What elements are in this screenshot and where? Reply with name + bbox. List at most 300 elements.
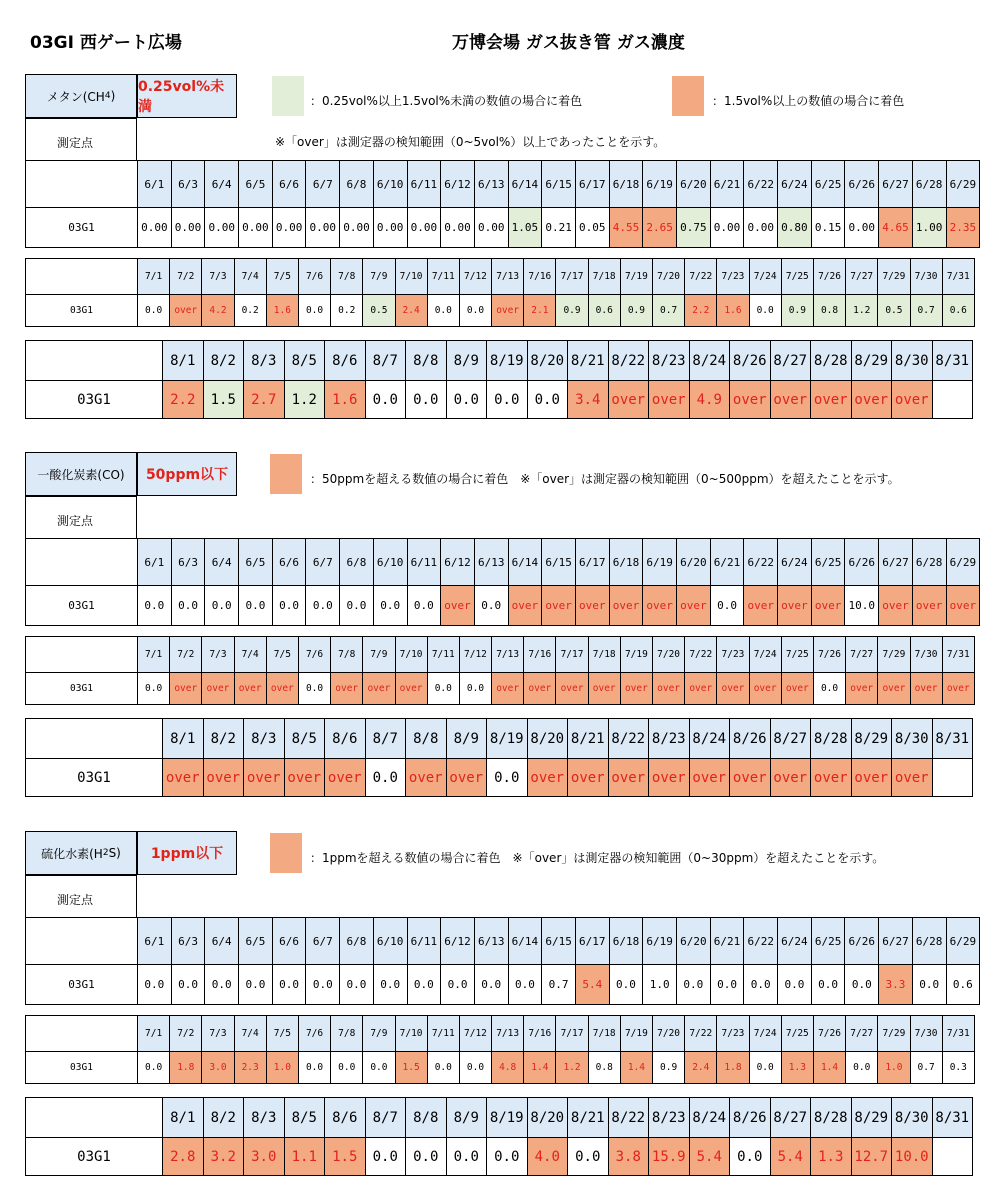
value-cell: 10.0 <box>892 1138 933 1176</box>
value-cell: 4.0 <box>527 1138 568 1176</box>
date-header-cell: 6/19 <box>643 918 677 965</box>
value-cell: 4.2 <box>202 295 234 327</box>
date-header-cell: 7/12 <box>459 637 491 673</box>
july-table <box>25 258 975 327</box>
date-header-cell: 6/24 <box>778 161 812 208</box>
value-cell: over <box>846 673 878 705</box>
value-cell: 0.0 <box>171 586 205 626</box>
gas-name: 硫化水素(H <box>41 846 103 861</box>
value-cell: 1.5 <box>203 381 244 419</box>
value-cell: 0.00 <box>441 208 475 248</box>
date-header-cell: 7/25 <box>781 1016 813 1052</box>
value-cell: over <box>203 759 244 797</box>
date-header-cell: 6/18 <box>609 161 643 208</box>
date-header-cell: 7/1 <box>138 259 170 295</box>
date-header-cell: 8/27 <box>770 341 811 381</box>
date-header-cell: 7/8 <box>331 637 363 673</box>
date-header-cell: 7/12 <box>459 1016 491 1052</box>
value-row <box>26 1052 975 1084</box>
date-header-cell: 7/10 <box>395 259 427 295</box>
value-cell: 0.0 <box>406 1138 447 1176</box>
date-header-row <box>26 1098 973 1138</box>
date-header-cell: 8/23 <box>649 719 690 759</box>
date-header-cell: 6/6 <box>272 539 306 586</box>
date-header-cell: 7/6 <box>298 1016 330 1052</box>
value-cell: 1.6 <box>717 295 749 327</box>
date-header-cell: 7/2 <box>170 1016 202 1052</box>
value-cell: 0.0 <box>298 295 330 327</box>
date-header-cell: 8/8 <box>406 719 447 759</box>
date-header-cell: 7/5 <box>266 1016 298 1052</box>
value-cell: over <box>331 673 363 705</box>
value-cell: 4.8 <box>492 1052 524 1084</box>
value-cell: over <box>744 586 778 626</box>
value-cell: over <box>910 673 942 705</box>
date-header-cell: 7/20 <box>653 259 685 295</box>
date-header-cell: 8/30 <box>892 1098 933 1138</box>
july-table <box>25 1015 975 1084</box>
value-cell: 0.0 <box>171 965 205 1005</box>
value-cell: over <box>749 673 781 705</box>
date-header-cell: 8/30 <box>892 341 933 381</box>
date-header-cell: 7/20 <box>653 637 685 673</box>
date-header-cell: 6/24 <box>778 918 812 965</box>
value-cell: 2.4 <box>685 1052 717 1084</box>
value-cell: 4.65 <box>879 208 913 248</box>
site-name: 03GⅠ 西ゲート広場 <box>30 33 182 53</box>
value-cell: 1.05 <box>508 208 542 248</box>
date-header-cell: 8/23 <box>649 1098 690 1138</box>
date-header-cell: 7/30 <box>910 259 942 295</box>
value-cell: 0.0 <box>710 965 744 1005</box>
june-table <box>25 538 980 626</box>
value-cell: 0.0 <box>373 586 407 626</box>
value-cell: 0.0 <box>749 295 781 327</box>
legend-text-1: ：1ppmを超える数値の場合に着色 ※「over」は測定器の検知範囲（0~30ppm）を超えたことを示す。 <box>310 851 885 865</box>
value-cell: 0.9 <box>781 295 813 327</box>
value-cell: 0.00 <box>205 208 239 248</box>
date-header-cell: 6/25 <box>811 161 845 208</box>
value-cell: 0.0 <box>365 759 406 797</box>
value-cell: 0.80 <box>778 208 812 248</box>
date-header-cell: 6/11 <box>407 539 441 586</box>
value-cell: 0.00 <box>306 208 340 248</box>
date-header-cell: 8/9 <box>446 719 487 759</box>
value-cell: over <box>892 381 933 419</box>
value-cell: 0.9 <box>556 295 588 327</box>
date-header-cell: 7/29 <box>878 637 910 673</box>
date-header-cell: 7/30 <box>910 637 942 673</box>
date-header-row <box>26 719 973 759</box>
date-header-row <box>26 637 975 673</box>
value-cell: over <box>542 586 576 626</box>
value-cell: 3.0 <box>244 1138 285 1176</box>
date-header-cell: 8/28 <box>811 341 852 381</box>
value-cell: 3.8 <box>608 1138 649 1176</box>
date-header-cell: 6/21 <box>710 539 744 586</box>
date-header-cell: 7/24 <box>749 1016 781 1052</box>
value-cell: 1.1 <box>284 1138 325 1176</box>
date-header-cell: 7/11 <box>427 1016 459 1052</box>
date-header-cell: 8/7 <box>365 1098 406 1138</box>
june-table <box>25 160 980 248</box>
date-header-cell: 6/25 <box>811 539 845 586</box>
date-header-cell: 7/1 <box>138 1016 170 1052</box>
value-cell: over <box>441 586 475 626</box>
value-cell: 0.0 <box>331 1052 363 1084</box>
value-cell: over <box>608 381 649 419</box>
measurement-point-label: 測定点 <box>57 136 94 150</box>
value-cell: 0.0 <box>373 965 407 1005</box>
value-cell: 0.75 <box>677 208 711 248</box>
date-header-cell: 6/12 <box>441 539 475 586</box>
date-header-cell: 6/27 <box>879 539 913 586</box>
value-cell: 3.2 <box>203 1138 244 1176</box>
value-cell <box>932 381 973 419</box>
value-cell: 0.0 <box>298 1052 330 1084</box>
gas-name-box <box>25 452 137 496</box>
value-cell: over <box>643 586 677 626</box>
date-header-cell: 8/26 <box>730 341 771 381</box>
value-cell: over <box>575 586 609 626</box>
date-header-cell: 8/7 <box>365 341 406 381</box>
date-header-row <box>26 1016 975 1052</box>
value-cell: 0.00 <box>710 208 744 248</box>
value-cell <box>932 1138 973 1176</box>
date-header-cell: 6/29 <box>946 539 980 586</box>
date-header-cell: 6/13 <box>474 539 508 586</box>
date-header-cell: 8/5 <box>284 1098 325 1138</box>
value-cell: 0.0 <box>441 965 475 1005</box>
date-header-cell: 7/31 <box>942 637 974 673</box>
value-cell: 0.0 <box>407 965 441 1005</box>
date-header-cell: 6/15 <box>542 539 576 586</box>
date-header-cell: 7/13 <box>492 637 524 673</box>
value-cell: over <box>811 586 845 626</box>
value-cell: 0.0 <box>138 965 172 1005</box>
value-cell: 0.2 <box>331 295 363 327</box>
legend-swatch-orange <box>270 833 302 873</box>
value-cell: 0.00 <box>171 208 205 248</box>
date-header-row <box>26 259 975 295</box>
date-header-cell: 6/14 <box>508 161 542 208</box>
legend-swatch-orange <box>672 76 704 116</box>
value-cell: over <box>325 759 366 797</box>
value-cell: 2.1 <box>524 295 556 327</box>
date-header-cell: 6/7 <box>306 161 340 208</box>
date-header-cell: 6/10 <box>373 161 407 208</box>
value-cell: 0.15 <box>811 208 845 248</box>
date-header-cell: 7/26 <box>813 637 845 673</box>
date-header-cell: 6/5 <box>239 918 273 965</box>
date-header-cell: 7/29 <box>878 1016 910 1052</box>
date-header-cell: 6/15 <box>542 918 576 965</box>
header-corner-cell <box>26 1098 163 1138</box>
date-header-cell: 8/7 <box>365 719 406 759</box>
date-header-cell: 8/21 <box>568 719 609 759</box>
value-cell: over <box>446 759 487 797</box>
date-header-cell: 7/12 <box>459 259 491 295</box>
date-header-cell: 7/22 <box>685 1016 717 1052</box>
date-header-cell: 6/8 <box>340 918 374 965</box>
value-cell: 0.0 <box>138 295 170 327</box>
value-cell: over <box>689 759 730 797</box>
date-header-cell: 8/24 <box>689 719 730 759</box>
value-cell: 0.00 <box>138 208 172 248</box>
date-header-cell: 6/11 <box>407 161 441 208</box>
date-header-cell: 8/2 <box>203 1098 244 1138</box>
date-header-cell: 7/13 <box>492 1016 524 1052</box>
value-cell: 2.35 <box>946 208 980 248</box>
value-cell: 2.3 <box>234 1052 266 1084</box>
date-header-cell: 8/21 <box>568 1098 609 1138</box>
date-header-cell: 7/17 <box>556 637 588 673</box>
date-header-cell: 8/8 <box>406 341 447 381</box>
value-cell: 0.0 <box>427 295 459 327</box>
value-cell: 0.0 <box>730 1138 771 1176</box>
header-corner-cell <box>26 719 163 759</box>
date-header-cell: 7/18 <box>588 259 620 295</box>
value-cell: over <box>244 759 285 797</box>
value-cell: 0.0 <box>845 965 879 1005</box>
date-header-cell: 8/27 <box>770 1098 811 1138</box>
date-header-cell: 7/20 <box>653 1016 685 1052</box>
row-label-cell: 03G1 <box>26 586 138 626</box>
date-header-cell: 8/3 <box>244 1098 285 1138</box>
date-header-cell: 8/30 <box>892 719 933 759</box>
date-header-cell: 6/7 <box>306 918 340 965</box>
value-row <box>26 208 980 248</box>
value-cell: 1.2 <box>846 295 878 327</box>
value-cell: over <box>395 673 427 705</box>
value-cell: 2.7 <box>244 381 285 419</box>
value-cell: over <box>170 295 202 327</box>
value-cell: 0.0 <box>239 965 273 1005</box>
date-header-cell: 6/1 <box>138 161 172 208</box>
date-header-cell: 7/19 <box>620 1016 652 1052</box>
date-header-cell: 7/25 <box>781 259 813 295</box>
date-header-cell: 8/24 <box>689 1098 730 1138</box>
value-cell: 3.0 <box>202 1052 234 1084</box>
gas-name: 一酸化炭素(CO) <box>37 467 125 482</box>
header-corner-cell <box>26 539 138 586</box>
date-header-cell: 6/22 <box>744 918 778 965</box>
value-cell: 1.0 <box>878 1052 910 1084</box>
value-cell: 0.6 <box>588 295 620 327</box>
value-cell: 0.0 <box>459 1052 491 1084</box>
gas-name-end: ) <box>110 89 116 103</box>
value-cell: 1.5 <box>395 1052 427 1084</box>
value-cell: over <box>946 586 980 626</box>
row-label-cell: 03G1 <box>26 965 138 1005</box>
value-cell: 0.7 <box>653 295 685 327</box>
date-header-cell: 6/1 <box>138 918 172 965</box>
date-header-cell: 8/24 <box>689 341 730 381</box>
value-cell: 1.8 <box>717 1052 749 1084</box>
measurement-point-label: 測定点 <box>57 514 94 528</box>
value-cell: 0.05 <box>575 208 609 248</box>
date-header-cell: 7/10 <box>395 637 427 673</box>
header-corner-cell <box>26 637 138 673</box>
date-header-cell: 6/21 <box>710 161 744 208</box>
date-header-cell: 8/1 <box>163 1098 204 1138</box>
value-cell: 3.4 <box>568 381 609 419</box>
value-cell <box>932 759 973 797</box>
date-header-cell: 7/17 <box>556 1016 588 1052</box>
value-row <box>26 381 973 419</box>
date-header-cell: 6/5 <box>239 539 273 586</box>
date-header-cell: 6/18 <box>609 918 643 965</box>
value-cell: over <box>811 759 852 797</box>
value-cell: 0.0 <box>446 1138 487 1176</box>
date-header-cell: 6/18 <box>609 539 643 586</box>
date-header-cell: 7/27 <box>846 637 878 673</box>
value-cell: over <box>170 673 202 705</box>
date-header-cell: 7/6 <box>298 259 330 295</box>
value-cell: 0.0 <box>527 381 568 419</box>
value-cell: 0.00 <box>744 208 778 248</box>
value-cell: over <box>770 759 811 797</box>
value-cell: 0.0 <box>474 586 508 626</box>
value-cell: over <box>588 673 620 705</box>
value-cell: 0.0 <box>365 1138 406 1176</box>
row-label-cell: 03G1 <box>26 381 163 419</box>
value-row <box>26 673 975 705</box>
value-cell: 1.6 <box>325 381 366 419</box>
date-header-cell: 6/12 <box>441 161 475 208</box>
date-header-cell: 8/1 <box>163 719 204 759</box>
date-header-cell: 7/5 <box>266 259 298 295</box>
date-header-cell: 7/19 <box>620 637 652 673</box>
date-header-cell: 8/22 <box>608 341 649 381</box>
date-header-cell: 6/7 <box>306 539 340 586</box>
date-header-cell: 6/25 <box>811 918 845 965</box>
date-header-cell: 7/23 <box>717 259 749 295</box>
date-header-cell: 7/18 <box>588 637 620 673</box>
date-header-cell: 7/22 <box>685 637 717 673</box>
value-cell: 1.0 <box>643 965 677 1005</box>
value-cell: 0.0 <box>340 586 374 626</box>
date-header-cell: 8/3 <box>244 719 285 759</box>
value-cell: over <box>202 673 234 705</box>
date-header-cell: 8/28 <box>811 719 852 759</box>
date-header-cell: 7/9 <box>363 637 395 673</box>
value-cell: 0.21 <box>542 208 576 248</box>
date-header-cell: 6/27 <box>879 161 913 208</box>
date-header-cell: 6/20 <box>677 161 711 208</box>
date-header-cell: 7/8 <box>331 259 363 295</box>
value-cell: over <box>879 586 913 626</box>
value-cell: 0.0 <box>749 1052 781 1084</box>
value-cell: over <box>406 759 447 797</box>
date-header-cell: 8/6 <box>325 1098 366 1138</box>
value-cell: 1.3 <box>781 1052 813 1084</box>
value-cell: over <box>770 381 811 419</box>
date-header-cell: 6/3 <box>171 539 205 586</box>
value-cell: 0.9 <box>620 295 652 327</box>
value-cell: 4.9 <box>689 381 730 419</box>
value-row <box>26 295 975 327</box>
value-cell: 0.0 <box>568 1138 609 1176</box>
date-header-cell: 8/19 <box>487 1098 528 1138</box>
date-header-cell: 8/6 <box>325 719 366 759</box>
value-cell: 15.9 <box>649 1138 690 1176</box>
value-cell: 0.0 <box>459 295 491 327</box>
date-header-cell: 8/22 <box>608 1098 649 1138</box>
date-header-cell: 6/8 <box>340 161 374 208</box>
value-cell: 0.0 <box>272 586 306 626</box>
date-header-cell: 7/5 <box>266 637 298 673</box>
date-header-cell: 7/31 <box>942 259 974 295</box>
value-cell: over <box>492 295 524 327</box>
date-header-cell: 6/4 <box>205 918 239 965</box>
value-cell: 0.6 <box>942 295 974 327</box>
value-cell: 0.0 <box>298 673 330 705</box>
header-corner-cell <box>26 918 138 965</box>
date-header-cell: 6/13 <box>474 918 508 965</box>
date-header-cell: 7/4 <box>234 1016 266 1052</box>
date-header-cell: 6/13 <box>474 161 508 208</box>
legend-text-1: ：0.25vol%以上1.5vol%未満の数値の場合に着色 <box>310 94 583 108</box>
value-cell: 1.6 <box>266 295 298 327</box>
date-header-cell: 6/19 <box>643 539 677 586</box>
value-cell: over <box>234 673 266 705</box>
date-header-row <box>26 539 980 586</box>
date-header-cell: 6/14 <box>508 539 542 586</box>
date-header-cell: 8/26 <box>730 1098 771 1138</box>
date-header-cell: 7/9 <box>363 1016 395 1052</box>
date-header-row <box>26 918 980 965</box>
date-header-cell: 7/26 <box>813 1016 845 1052</box>
value-cell: 0.00 <box>340 208 374 248</box>
value-cell: over <box>266 673 298 705</box>
limit-badge: 50ppm以下 <box>137 452 237 496</box>
date-header-cell: 6/12 <box>441 918 475 965</box>
date-header-cell: 7/18 <box>588 1016 620 1052</box>
value-cell: over <box>717 673 749 705</box>
date-header-cell: 8/23 <box>649 341 690 381</box>
date-header-cell: 8/20 <box>527 341 568 381</box>
date-header-cell: 7/11 <box>427 259 459 295</box>
value-cell: over <box>730 759 771 797</box>
value-cell: over <box>524 673 556 705</box>
date-header-cell: 8/1 <box>163 341 204 381</box>
date-header-cell: 6/5 <box>239 161 273 208</box>
date-header-cell: 7/4 <box>234 259 266 295</box>
date-header-cell: 6/15 <box>542 161 576 208</box>
date-header-cell: 7/23 <box>717 637 749 673</box>
date-header-cell: 8/28 <box>811 1098 852 1138</box>
row-label-cell: 03G1 <box>26 673 138 705</box>
limit-badge: 1ppm以下 <box>137 831 237 875</box>
date-header-cell: 6/27 <box>879 918 913 965</box>
date-header-cell: 7/16 <box>524 259 556 295</box>
value-cell: 2.4 <box>395 295 427 327</box>
value-cell: 0.0 <box>446 381 487 419</box>
date-header-cell: 6/6 <box>272 161 306 208</box>
value-cell: 2.65 <box>643 208 677 248</box>
date-header-cell: 7/6 <box>298 637 330 673</box>
value-cell: 5.4 <box>770 1138 811 1176</box>
value-cell: 0.0 <box>487 1138 528 1176</box>
date-header-cell: 6/17 <box>575 161 609 208</box>
date-header-cell: 6/10 <box>373 918 407 965</box>
value-cell: 0.3 <box>942 1052 974 1084</box>
date-header-cell: 7/9 <box>363 259 395 295</box>
date-header-cell: 8/19 <box>487 341 528 381</box>
date-header-cell: 8/19 <box>487 719 528 759</box>
value-cell: 0.8 <box>588 1052 620 1084</box>
